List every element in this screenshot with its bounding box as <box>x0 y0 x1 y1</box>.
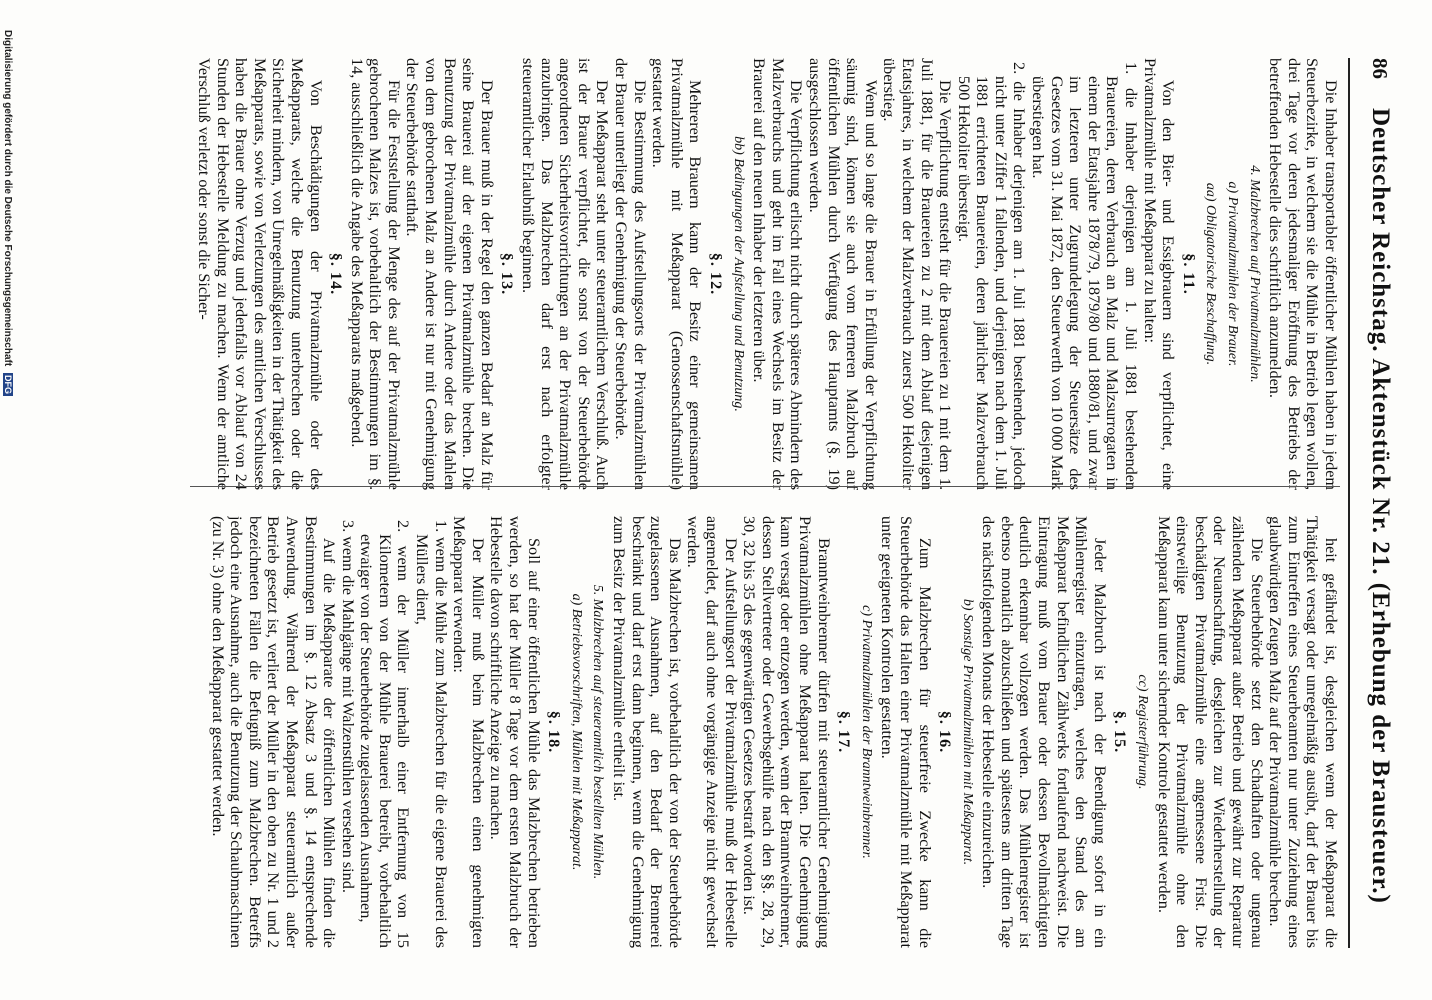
subheading: c) Privatmalzmühlen der Branntweinbrenner. <box>858 605 874 859</box>
paragraph: Auf die Meßapparate der öffentlichen Mühlen finden die Bestimmungen im §. 12 Absatz 3 und §. 14 entsprechende Anwendung. Während der Meßapparat steueramtlich außer Betrieb gesetzt ist, verliert der Müller in den oben zu Nr. 1 und 2 bezeichneten Fällen die Befugniß zum Malzbrechen. Betreffs jedoch eine Ausnahme, auch die Benutzung der Schaubmaschinen (zu Nr. 3) ohne den Meßapparat gestattet werden. <box>208 516 339 948</box>
paragraph: Wenn und so lange die Brauer in Erfüllung der Verpflichtung säumig sind, können sie auch vom ferneren Malzbruch auf öffentlichen Mühlen durch Verfügung des Hauptamts (§. 19) ausgeschlossen werden. <box>805 58 880 490</box>
paragraph: Das Malzbrechen ist, vorbehaltlich der von der Steuerbehörde zugelassenen Ausnahmen, auf den Bedarf der Brennerei beschränkt und darf erst dann beginnen, wenn die Genehmigung zum Besitz der Privatmalzmühle ertheilt ist. <box>610 516 684 948</box>
subheading: 4. Malzbrechen auf Privatmalzmühlen. <box>1246 165 1262 383</box>
section-heading: §. 13. <box>498 252 517 296</box>
dfg-logo: DFG <box>3 374 13 394</box>
page-number: 86 <box>1368 58 1392 79</box>
column-divider <box>190 486 1340 487</box>
list-item: 1. die Inhaber derjenigen am 1. Juli 1881 bestehenden Brauereien, deren Verbrauch an Malz und Malzsurrogaten in einem der Etatsjahre 1878/79, 1879/80 und 1880/81, und zwar im letzteren unter Zugrundelegung der Steuersätze des Gesetzes vom 31. Mai 1872, den Steuerwerth von 10 000 Mark überstiegen hat. <box>1029 62 1141 490</box>
subheading: cc) Registerführung. <box>1135 674 1151 790</box>
paragraph: Jeder Malzbruch ist nach der Beendigung sofort in ein Mühlenregister einzutragen, welches den Stand des am Meßapparat befindlichen Zählwerks fortlaufend nachweist. Die Eintragung muß vom Brauer oder dessen Bevollmächtigten deutlich erkennbar vollzogen werden. Das Mühlenregister ist ebenso monatlich abzuschließen und spätestens am dritten Tage des nächstfolgenden Monats der Hebestelle einzureichen. <box>979 516 1109 948</box>
section-heading: §. 15. <box>1111 710 1130 754</box>
paragraph: Die Inhaber transportabler öffentlicher Mühlen haben in jedem Steuerbezirke, in welchem sie die Mühle in Betrieb legen wollen, drei Tage vor deren jedesmaliger Eröffnung des Betriebs der betreffenden Hebestelle dies schriftlich anzumelden. <box>1266 58 1340 490</box>
section-heading: §. 16. <box>936 710 955 754</box>
dfg-note-text: Digitalisierung gefördert durch die Deutsche Forschungsgemeinschaft <box>2 30 13 367</box>
paragraph: Der Müller muß beim Malzbrechen einen genehmigten Meßapparat verwenden: <box>450 516 487 948</box>
subheading: a) Betriebsvorschriften, Mühlen mit Meßapparat. <box>568 593 584 871</box>
subheading: bb) Bedingungen der Aufstellung und Benutzung. <box>730 136 746 412</box>
section-heading: §. 11. <box>1179 253 1198 295</box>
page-title: Deutscher Reichstag. Aktenstück Nr. 21. (Erhebung der Brausteuer.) <box>1367 108 1394 904</box>
paragraph: Die Bestimmung des Aufstellungsorts der Privatmalzmühlen der Brauer unterliegt der Genehmigung der Steuerbehörde. <box>612 58 649 490</box>
paragraph: Der Brauer muß in der Regel den ganzen Bedarf an Malz für seine Brauerei auf der eigenen Privatmalzmühle brechen. Die Benutzung der Privatmalzmühle durch Andere oder das Mahlen von dem gebrochenen Malz an Andere ist nur mit Genehmigung der Steuerbehörde statthaft. <box>403 58 496 490</box>
subheading: a) Privatmalzmühlen der Brauer. <box>1225 181 1241 367</box>
subheading: aa) Obligatorische Beschaffung. <box>1203 182 1219 366</box>
section-heading: §. 17. <box>835 710 854 754</box>
paragraph: Die Steuerbehörde setzt den Schadhaften oder ungenau zählenden Meßapparat außer Betrieb und gewährt zur Reparatur oder Neuanschaffung, desgleichen zur Wiederherstellung der beschädigten Privatmalzmühle eine angemessene Frist. Die einstweilige Benutzung der Privatmalzmühle ohne den Meßapparat kann unter sichernder Kontrole gestattet werden. <box>1154 516 1266 948</box>
list-item: 2. die Inhaber derjenigen am 1. Juli 1881 bestehenden, jedoch nicht unter Ziffer 1 fallenden, und derjenigen nach dem 1. Juli 1881 errichteten Brauereien, deren jährlicher Malzverbrauch 500 Hektoliter übersteigt. <box>954 62 1029 490</box>
list-item: 3. wenn die Mahlgänge mit Walzenstühlen versehen sind. <box>338 520 357 893</box>
paragraph: Der Aufstellungsort der Privatmalzmühle muß der Hebestelle angemeldet, darf auch ohne vorgängige Anzeige nicht gewechselt werden. <box>684 516 740 948</box>
dfg-funding-note <box>2 30 13 396</box>
section-heading: §. 18. <box>545 710 564 754</box>
paragraph: Die Verpflichtung entsteht für die Brauereien zu 1 mit dem 1. Juli 1881, für die Brauereien zu 2 mit dem Ablauf desjenigen Etatsjahres, in welchem der Malzverbrauch zuerst 500 Hektoliter überstieg. <box>880 58 955 490</box>
paragraph: Zum Malzbrechen für steuerfreie Zwecke kann die Steuerbehörde das Halten einer Privatmalzmühle mit Meßapparat unter geeigneten Kontrolen gestatten. <box>878 516 934 948</box>
paragraph: Für die Feststellung der Menge des auf der Privatmalzmühle gebrochenen Malzes ist, vorbehaltlich der Bestimmungen im §. 14, ausschließlich die Angabe des Meßapparats maßgebend. <box>347 58 403 490</box>
paragraph: Branntweinbrenner dürfen mit steueramtlicher Genehmigung Privatmalzmühlen ohne Meßapparat halten. Die Genehmigung kann versagt oder entzogen werden, wenn der Branntweinbrenner, dessen Stellvertreter oder Gewerbsgehülfe nach den §§. 28, 29, 30, 32 bis 35 des gegenwärtigen Gesetzes bestraft worden ist. <box>740 516 833 948</box>
subheading: b) Sonstige Privatmalzmühlen mit Meßapparat. <box>959 598 975 866</box>
list-item: 2. wenn der Müller innerhalb einer Entfernung von 15 Kilometern von der Mühle Brauerei betreibt, vorbehaltlich etwaiger von der Steuerbehörde zugelassenden Ausnahmen, <box>357 520 413 948</box>
paragraph: Von den Bier- und Essigbrauern sind verpflichtet, eine Privatmalzmühle mit Meßapparat zu halten: <box>1140 58 1178 490</box>
paragraph: Der Meßapparat steht unter steueramtlichem Verschluß. Auch ist der Brauer verpflichtet, die sonst von der Steuerbehörde angeordneten Sicherheitsvorrichtungen an der Privatmalzmühle anzubringen. Das Malzbrechen darf erst nach erfolgter steueramtlicher Erlaubniß beginnen. <box>519 58 612 490</box>
section-heading: §. 12. <box>707 252 725 296</box>
paragraph: Mehreren Brauern kann der Besitz einer gemeinsamen Privatmalzmühle mit Meßapparat (Genossenschaftsmühle) gestattet werden. <box>649 58 705 490</box>
paragraph: heit gefährdet ist, desgleichen wenn der Meßapparat die Thätigkeit versagt oder unregelmäßig ausübt, darf der Brauer bis zum Eintreffen eines Steuerbeamten nur unter Zuziehung eines glaubwürdigen Zeugen Malz auf der Privatmalzmühle brechen. <box>1266 516 1340 948</box>
list-item: 1. wenn die Mühle zum Malzbrechen für die eigene Brauerei des Müllers dient, <box>413 520 450 948</box>
paragraph: Die Verpflichtung erlischt nicht durch späteres Abmindern des Malzverbrauchs und geht im Fall eines Wechsels im Besitz der Brauerei auf den neuen Inhaber der letzteren über. <box>750 58 806 490</box>
left-column <box>180 58 1340 490</box>
page-header <box>1348 58 1398 948</box>
subheading: 5. Malzbrechen auf steueramtlich bestellten Mühlen. <box>590 584 606 880</box>
section-heading: §. 14. <box>327 252 346 296</box>
paragraph: Von Beschädigungen der Privatmalzmühle oder des Meßapparats, welche die Benutzung unterbrechen oder die Sicherheit mindern, von Unregelmäßigkeiten in der Thätigkeit des Meßapparats, sowie von Verletzungen des amtlichen Verschlusses haben die Brauer ohne Verzug und jedenfalls vor Ablauf von 24 Stunden der Hebestelle Meldung zu machen. Wenn der amtliche Verschluß verletzt oder sonst die Sicher- <box>194 58 325 490</box>
paragraph: Soll auf einer öffentlichen Mühle das Malzbrechen betrieben werden, so hat der Müller 8 Tage vor dem ersten Malzbruch der Hebestelle davon schriftliche Anzeige zu machen. <box>487 516 543 948</box>
right-column <box>180 516 1340 948</box>
